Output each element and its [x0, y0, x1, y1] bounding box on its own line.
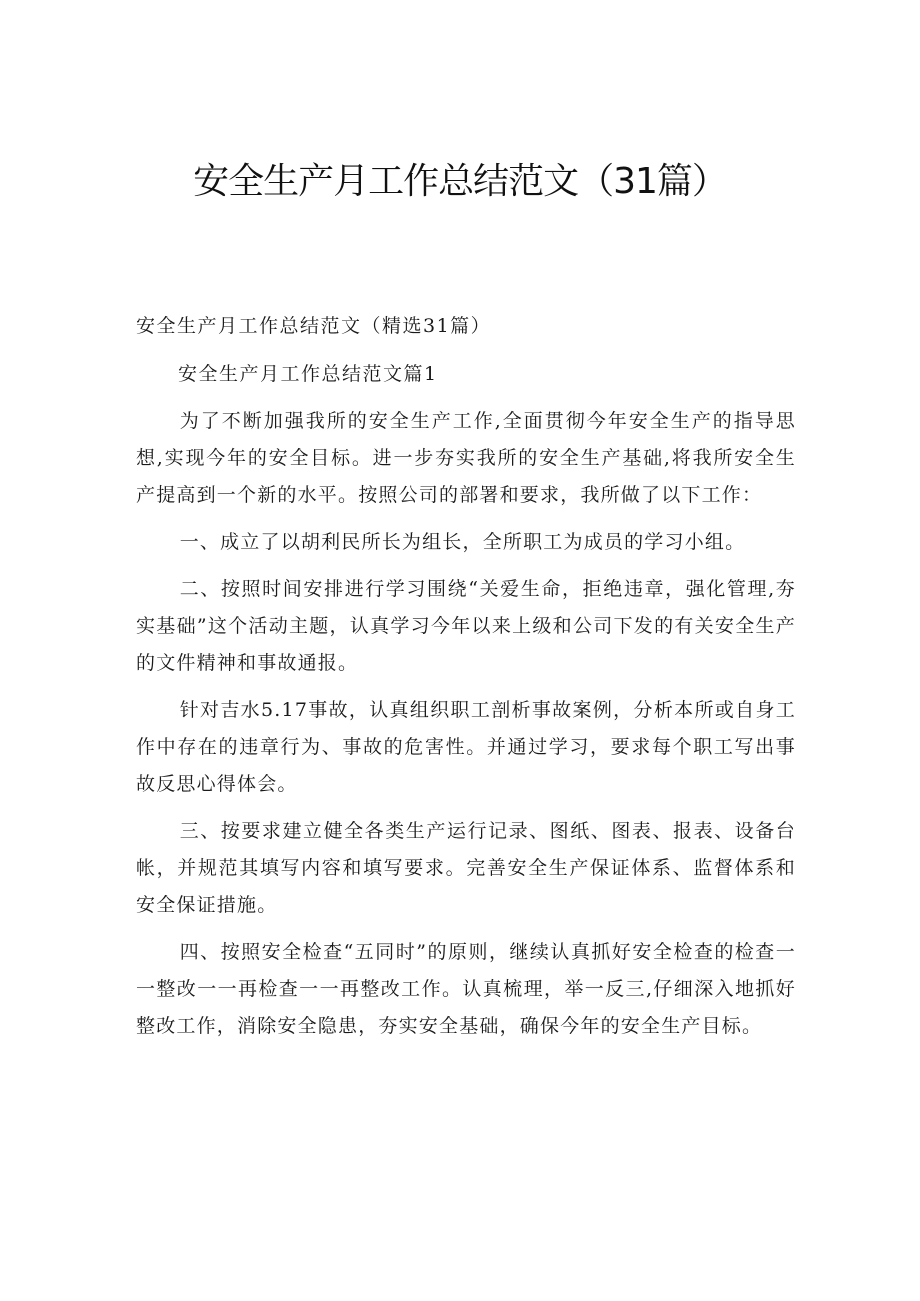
- document-title: 安全生产月工作总结范文（31篇）: [193, 161, 727, 202]
- body-paragraph: 针对吉水5.17事故，认真组织职工剖析事故案例，分析本所或自身工作中存在的违章行为、事故的危害性。并通过学习，要求每个职工写出事故反思心得体会。: [136, 699, 796, 795]
- section-heading: 安全生产月工作总结范文篇1: [178, 363, 438, 385]
- body-paragraph: 二、按照时间安排进行学习围绕“关爱生命，拒绝违章，强化管理,夯实基础”这个活动主题，认真学习今年以来上级和公司下发的有关安全生产的文件精神和事故通报。: [136, 578, 796, 674]
- body-paragraph: 四、按照安全检查“五同时”的原则，继续认真抓好安全检查的检查一一整改一一再检查一一再整改工作。认真梳理，举一反三,仔细深入地抓好整改工作，消除安全隐患，夯实安全基础，确保今年的安全生产目标。: [136, 941, 796, 1037]
- document-subtitle: 安全生产月工作总结范文（精选31篇）: [136, 315, 492, 337]
- body-paragraph: 三、按要求建立健全各类生产运行记录、图纸、图表、报表、设备台帐，并规范其填写内容和填写要求。完善安全生产保证体系、监督体系和安全保证措施。: [136, 820, 796, 916]
- body-paragraph: 为了不断加强我所的安全生产工作,全面贯彻今年安全生产的指导思想,实现今年的安全目标。进一步夯实我所的安全生产基础,将我所安全生产提高到一个新的水平。按照公司的部署和要求，我所做了以下工作：: [136, 410, 796, 506]
- body-paragraph: 一、成立了以胡利民所长为组长，全所职工为成员的学习小组。: [179, 531, 746, 553]
- document-body: [136, 403, 796, 1055]
